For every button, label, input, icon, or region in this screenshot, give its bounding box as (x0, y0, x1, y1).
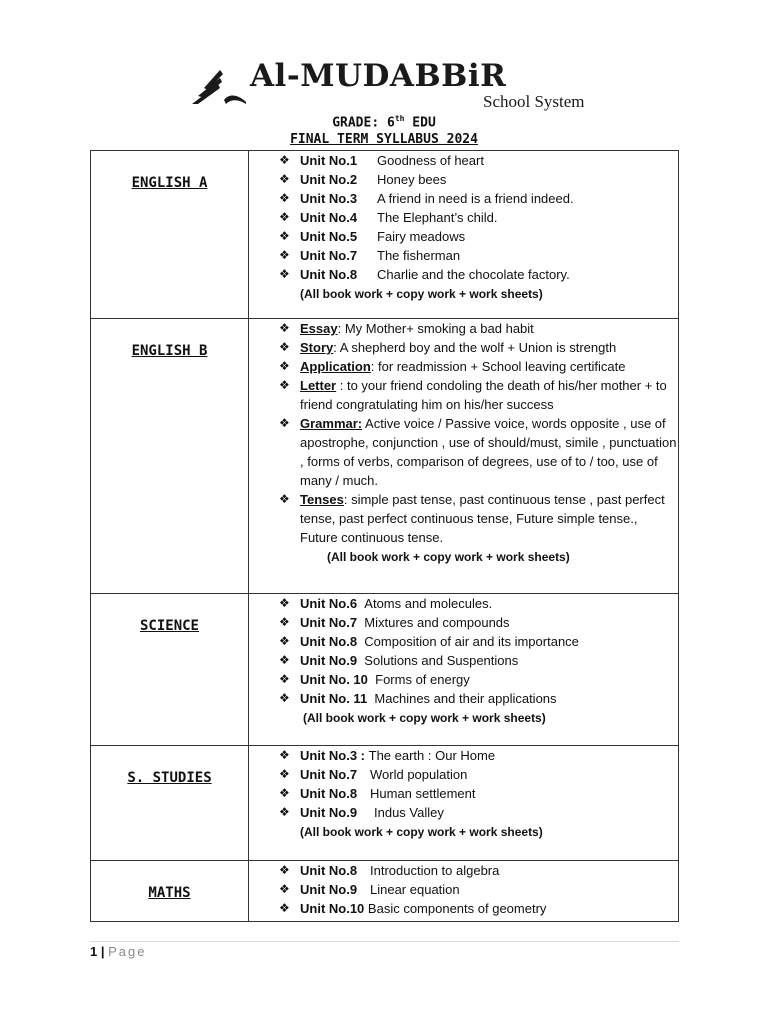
diamond-bullet-icon: ❖ (279, 901, 290, 915)
topic-separator: : (336, 378, 344, 393)
topic-title: Grammar: (300, 416, 363, 431)
unit-topic: Indus Valley (374, 805, 444, 820)
topic-separator: : (370, 359, 375, 374)
diamond-bullet-icon: ❖ (279, 191, 290, 205)
diamond-bullet-icon: ❖ (279, 340, 290, 354)
topic-title: Application (300, 359, 371, 374)
list-item (249, 632, 678, 651)
content-cell (249, 746, 679, 861)
diamond-bullet-icon: ❖ (279, 596, 290, 610)
list-item (249, 651, 678, 670)
work-note: (All book work + copy work + work sheets) (300, 287, 543, 301)
list-item (249, 227, 678, 246)
list-item (249, 338, 678, 357)
unit-topic: Introduction to algebra (370, 863, 500, 878)
unit-number: Unit No. 10 (300, 672, 368, 687)
subject-cell (91, 319, 249, 594)
topic-separator: : (343, 492, 348, 507)
unit-topic: Composition of air and its importance (364, 634, 579, 649)
list-item (249, 861, 678, 880)
topic-separator: : (337, 321, 342, 336)
content-cell (249, 861, 679, 922)
diamond-bullet-icon: ❖ (279, 615, 290, 629)
footer-separator: | (100, 944, 105, 959)
list-item (249, 151, 678, 170)
unit-number: Unit No.8 (300, 863, 358, 878)
list-item (249, 594, 678, 613)
diamond-bullet-icon: ❖ (279, 378, 290, 392)
unit-topic: Human settlement (370, 786, 476, 801)
table-row-s-studies (91, 746, 679, 861)
topic-separator: : (333, 340, 337, 355)
unit-number: Unit No.7 (300, 248, 358, 263)
diamond-bullet-icon: ❖ (279, 210, 290, 224)
subject-cell (91, 151, 249, 319)
unit-number: Unit No.2 (300, 172, 358, 187)
list-item (249, 357, 678, 376)
list-item (249, 689, 678, 708)
subject-s-studies: S. STUDIES (127, 770, 212, 786)
table-row-science (91, 594, 679, 746)
book-logo-icon (190, 66, 248, 106)
subject-cell (91, 746, 249, 861)
topic-title: Letter (300, 378, 337, 393)
diamond-bullet-icon: ❖ (279, 691, 290, 705)
unit-topic: Solutions and Suspentions (364, 653, 519, 668)
list-item (249, 880, 678, 899)
unit-number: Unit No.9 (300, 882, 358, 897)
work-note: (All book work + copy work + work sheets) (327, 550, 570, 564)
unit-number: Unit No.5 (300, 229, 358, 244)
diamond-bullet-icon: ❖ (279, 359, 290, 373)
list-item (249, 746, 678, 765)
diamond-bullet-icon: ❖ (279, 863, 290, 877)
list-item (249, 708, 678, 728)
topic-text: simple past tense, past continuous tense , past perfect tense, past perfect continuous tense, Future simple tense., Future continuous tense. (300, 492, 665, 545)
school-logo (190, 58, 630, 116)
page-label: Page (108, 944, 147, 959)
topic-text: Active voice / Passive voice, words opposite , use of apostrophe, conjunction , use of should/must, simile , punctuation , forms of verbs, comparison of degrees, use of to / too, use of many / much. (300, 416, 677, 488)
list-item (249, 784, 678, 803)
unit-number: Unit No.3 : (300, 748, 365, 763)
work-note: (All book work + copy work + work sheets) (303, 711, 546, 725)
unit-list (249, 861, 678, 918)
diamond-bullet-icon: ❖ (279, 229, 290, 243)
diamond-bullet-icon: ❖ (279, 416, 290, 430)
unit-number: Unit No. 11 (300, 691, 368, 706)
list-item (249, 265, 678, 284)
topic-text: to your friend condoling the death of his/her mother + to friend congratulating him on his/her success (300, 378, 667, 412)
list-item (249, 547, 678, 567)
topic-list (249, 319, 678, 567)
unit-topic: The fisherman (377, 248, 461, 263)
topic-text: for readmission + School leaving certificate (374, 359, 626, 374)
diamond-bullet-icon: ❖ (279, 748, 290, 762)
unit-number: Unit No.8 (300, 634, 358, 649)
diamond-bullet-icon: ❖ (279, 653, 290, 667)
grade-superscript: th (394, 114, 405, 123)
school-subtitle: School System (483, 92, 585, 111)
diamond-bullet-icon: ❖ (279, 248, 290, 262)
unit-topic: Atoms and molecules. (364, 596, 493, 611)
list-item (249, 613, 678, 632)
subject-maths: MATHS (148, 885, 191, 901)
diamond-bullet-icon: ❖ (279, 767, 290, 781)
topic-text: My Mother+ smoking a bad habit (341, 321, 534, 336)
syllabus-table (90, 150, 679, 922)
topic-title: Essay (300, 321, 338, 336)
diamond-bullet-icon: ❖ (279, 492, 290, 506)
diamond-bullet-icon: ❖ (279, 786, 290, 800)
work-note: (All book work + copy work + work sheets) (300, 825, 543, 839)
unit-topic: Machines and their applications (374, 691, 557, 706)
unit-number: Unit No.3 (300, 191, 358, 206)
content-cell (249, 594, 679, 746)
unit-number: Unit No.9 (300, 805, 358, 820)
unit-topic: Basic components of geometry (367, 901, 547, 916)
page-number: 1 (90, 944, 98, 959)
footer-divider (90, 941, 679, 942)
unit-topic: World population (370, 767, 468, 782)
list-item (249, 189, 678, 208)
diamond-bullet-icon: ❖ (279, 634, 290, 648)
unit-number: Unit No.4 (300, 210, 358, 225)
topic-text: A shepherd boy and the wolf + Union is strength (336, 340, 617, 355)
unit-topic: The Elephant’s child. (377, 210, 498, 225)
school-name: Al-MUDABBiR (250, 58, 507, 94)
list-item (249, 376, 678, 414)
content-cell (249, 319, 679, 594)
subject-english-b: ENGLISH B (131, 343, 208, 359)
list-item (249, 822, 678, 842)
unit-topic: Fairy meadows (377, 229, 466, 244)
unit-number: Unit No.9 (300, 653, 358, 668)
grade-prefix: GRADE: 6 (332, 115, 395, 131)
list-item (249, 170, 678, 189)
unit-list (249, 746, 678, 842)
unit-number: Unit No.7 (300, 615, 358, 630)
unit-topic: Goodness of heart (377, 153, 484, 168)
unit-topic: A friend in need is a friend indeed. (377, 191, 574, 206)
list-item (249, 670, 678, 689)
unit-list (249, 594, 678, 728)
page-footer (90, 944, 147, 959)
table-row-english-b (91, 319, 679, 594)
list-item (249, 899, 678, 918)
unit-number: Unit No.7 (300, 767, 358, 782)
list-item (249, 803, 678, 822)
list-item (249, 246, 678, 265)
unit-list (249, 151, 678, 304)
subject-science: SCIENCE (139, 618, 199, 634)
diamond-bullet-icon: ❖ (279, 267, 290, 281)
list-item (249, 319, 678, 338)
unit-number: Unit No.10 (300, 901, 365, 916)
topic-title: Tenses (300, 492, 344, 507)
diamond-bullet-icon: ❖ (279, 672, 290, 686)
diamond-bullet-icon: ❖ (279, 153, 290, 167)
unit-topic: Mixtures and compounds (364, 615, 510, 630)
diamond-bullet-icon: ❖ (279, 882, 290, 896)
unit-topic: The earth : Our Home (368, 748, 496, 763)
diamond-bullet-icon: ❖ (279, 321, 290, 335)
list-item (249, 490, 678, 547)
unit-topic: Linear equation (370, 882, 460, 897)
diamond-bullet-icon: ❖ (279, 805, 290, 819)
topic-title: Story (300, 340, 334, 355)
syllabus-title: FINAL TERM SYLLABUS 2024 (290, 132, 478, 147)
unit-topic: Charlie and the chocolate factory. (377, 267, 570, 282)
content-cell (249, 151, 679, 319)
table-row-english-a (91, 151, 679, 319)
table-row-maths (91, 861, 679, 922)
subject-cell (91, 861, 249, 922)
unit-number: Unit No.1 (300, 153, 358, 168)
list-item (249, 414, 678, 490)
unit-topic: Forms of energy (375, 672, 470, 687)
list-item (249, 208, 678, 227)
unit-number: Unit No.8 (300, 786, 358, 801)
subject-cell (91, 594, 249, 746)
list-item (249, 284, 678, 304)
diamond-bullet-icon: ❖ (279, 172, 290, 186)
grade-heading (0, 114, 768, 130)
unit-topic: Honey bees (377, 172, 447, 187)
unit-number: Unit No.8 (300, 267, 358, 282)
subject-english-a: ENGLISH A (131, 175, 208, 191)
grade-suffix: EDU (404, 115, 436, 131)
unit-number: Unit No.6 (300, 596, 358, 611)
list-item (249, 765, 678, 784)
